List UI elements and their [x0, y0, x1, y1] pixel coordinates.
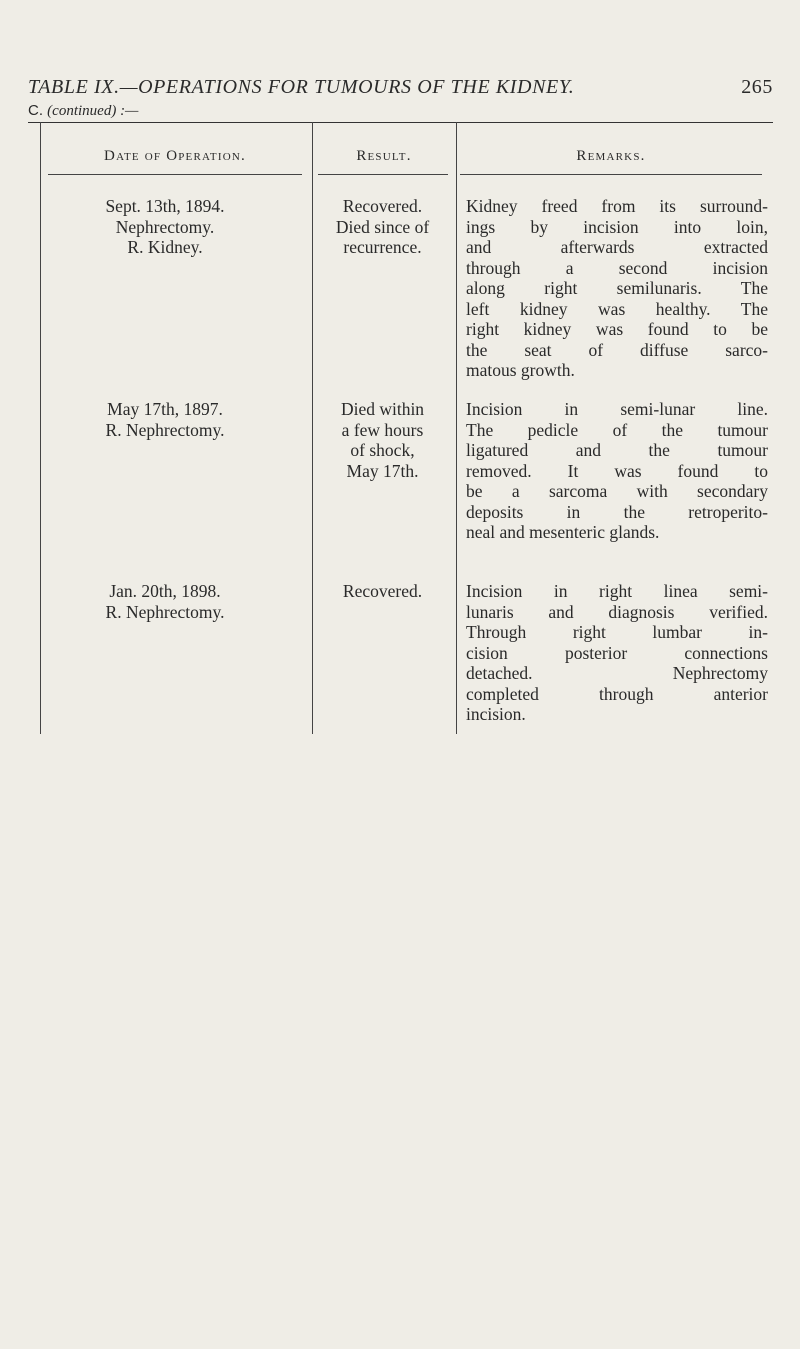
top-rule — [28, 122, 773, 123]
row-3-remarks-cell — [466, 581, 768, 725]
row-2-date-cell — [40, 399, 290, 440]
section-subheading — [28, 102, 138, 120]
row-2-result-line: May 17th. — [346, 460, 419, 481]
column-header-result: Result. — [356, 148, 412, 164]
row-2-result-line: a few hours — [341, 419, 424, 440]
header-underline-remarks — [460, 174, 762, 175]
row-2-remarks-line: ligatured and the tumour — [466, 440, 768, 460]
row-3-remarks-line: cision posterior connections — [466, 642, 768, 663]
section-letter: C. — [28, 102, 43, 119]
section-note: (continued) :— — [47, 103, 139, 119]
row-3-date: Jan. 20th, 1898. — [109, 581, 221, 601]
row-3-result-cell — [305, 581, 460, 602]
row-2-date: May 17th, 1897. — [107, 399, 223, 419]
row-2-remarks-line: Incision in semi-lunar line. — [466, 399, 768, 419]
row-1-remarks-line: Kidney freed from its surround- — [466, 196, 768, 216]
row-1-date-cell — [40, 196, 290, 258]
row-1-result-cell — [305, 196, 460, 258]
column-header-remarks: Remarks. — [576, 148, 646, 164]
row-1-result-line: Died since of — [335, 216, 430, 237]
row-3-result-line: Recovered. — [342, 581, 423, 601]
row-3-date-cell — [40, 581, 290, 622]
row-1-remarks-line: the seat of diffuse sarco- — [466, 339, 768, 360]
row-3-remarks-line: completed through anterior — [466, 683, 768, 704]
row-2-result-cell — [305, 399, 460, 481]
running-title — [28, 76, 773, 99]
row-2-result-line: of shock, — [350, 440, 415, 460]
row-2-remarks-line: removed. It was found to — [466, 460, 768, 481]
row-2-operation: R. Nephrectomy. — [105, 419, 225, 440]
row-2-remarks-line: The pedicle of the tumour — [466, 419, 768, 440]
column-header-date: Date of Operation. — [104, 148, 246, 164]
row-3-remarks-line: lunaris and diagnosis verified. — [466, 601, 768, 622]
row-1-date: Sept. 13th, 1894. — [105, 196, 225, 216]
row-1-remarks-line: right kidney was found to be — [466, 319, 768, 339]
page-number: 265 — [741, 76, 773, 98]
row-3-remarks-line: Incision in right linea semi- — [466, 581, 768, 601]
header-underline-date — [48, 174, 302, 175]
row-3-remarks-line: incision. — [466, 704, 526, 724]
row-2-remarks-line: neal and mesenteric glands. — [466, 522, 660, 542]
row-3-remarks-line: detached. Nephrectomy — [466, 663, 768, 683]
row-1-result-line: recurrence. — [343, 237, 422, 257]
row-1-remarks-line: along right semilunaris. The — [466, 278, 768, 298]
row-1-remarks-line: through a second incision — [466, 257, 768, 278]
row-1-remarks-cell — [466, 196, 768, 381]
row-2-remarks-line: be a sarcoma with secondary — [466, 481, 768, 501]
row-2-remarks-cell — [466, 399, 768, 543]
row-1-remarks-line: and afterwards extracted — [466, 237, 768, 257]
row-2-remarks-line: deposits in the retroperito- — [466, 501, 768, 522]
row-3-operation: R. Nephrectomy. — [105, 601, 225, 622]
row-1-side: R. Kidney. — [127, 237, 203, 257]
header-underline-result — [318, 174, 448, 175]
row-1-result-line: Recovered. — [342, 196, 423, 216]
row-3-remarks-line: Through right lumbar in- — [466, 622, 768, 642]
table-title: TABLE IX.—OPERATIONS FOR TUMOURS OF THE KIDNEY. — [28, 76, 575, 98]
row-1-remarks-line: ings by incision into loin, — [466, 216, 768, 237]
row-1-remarks-line: left kidney was healthy. The — [466, 298, 768, 319]
row-1-operation: Nephrectomy. — [115, 216, 215, 237]
row-1-remarks-line: matous growth. — [466, 360, 575, 380]
row-2-result-line: Died within — [340, 399, 425, 419]
